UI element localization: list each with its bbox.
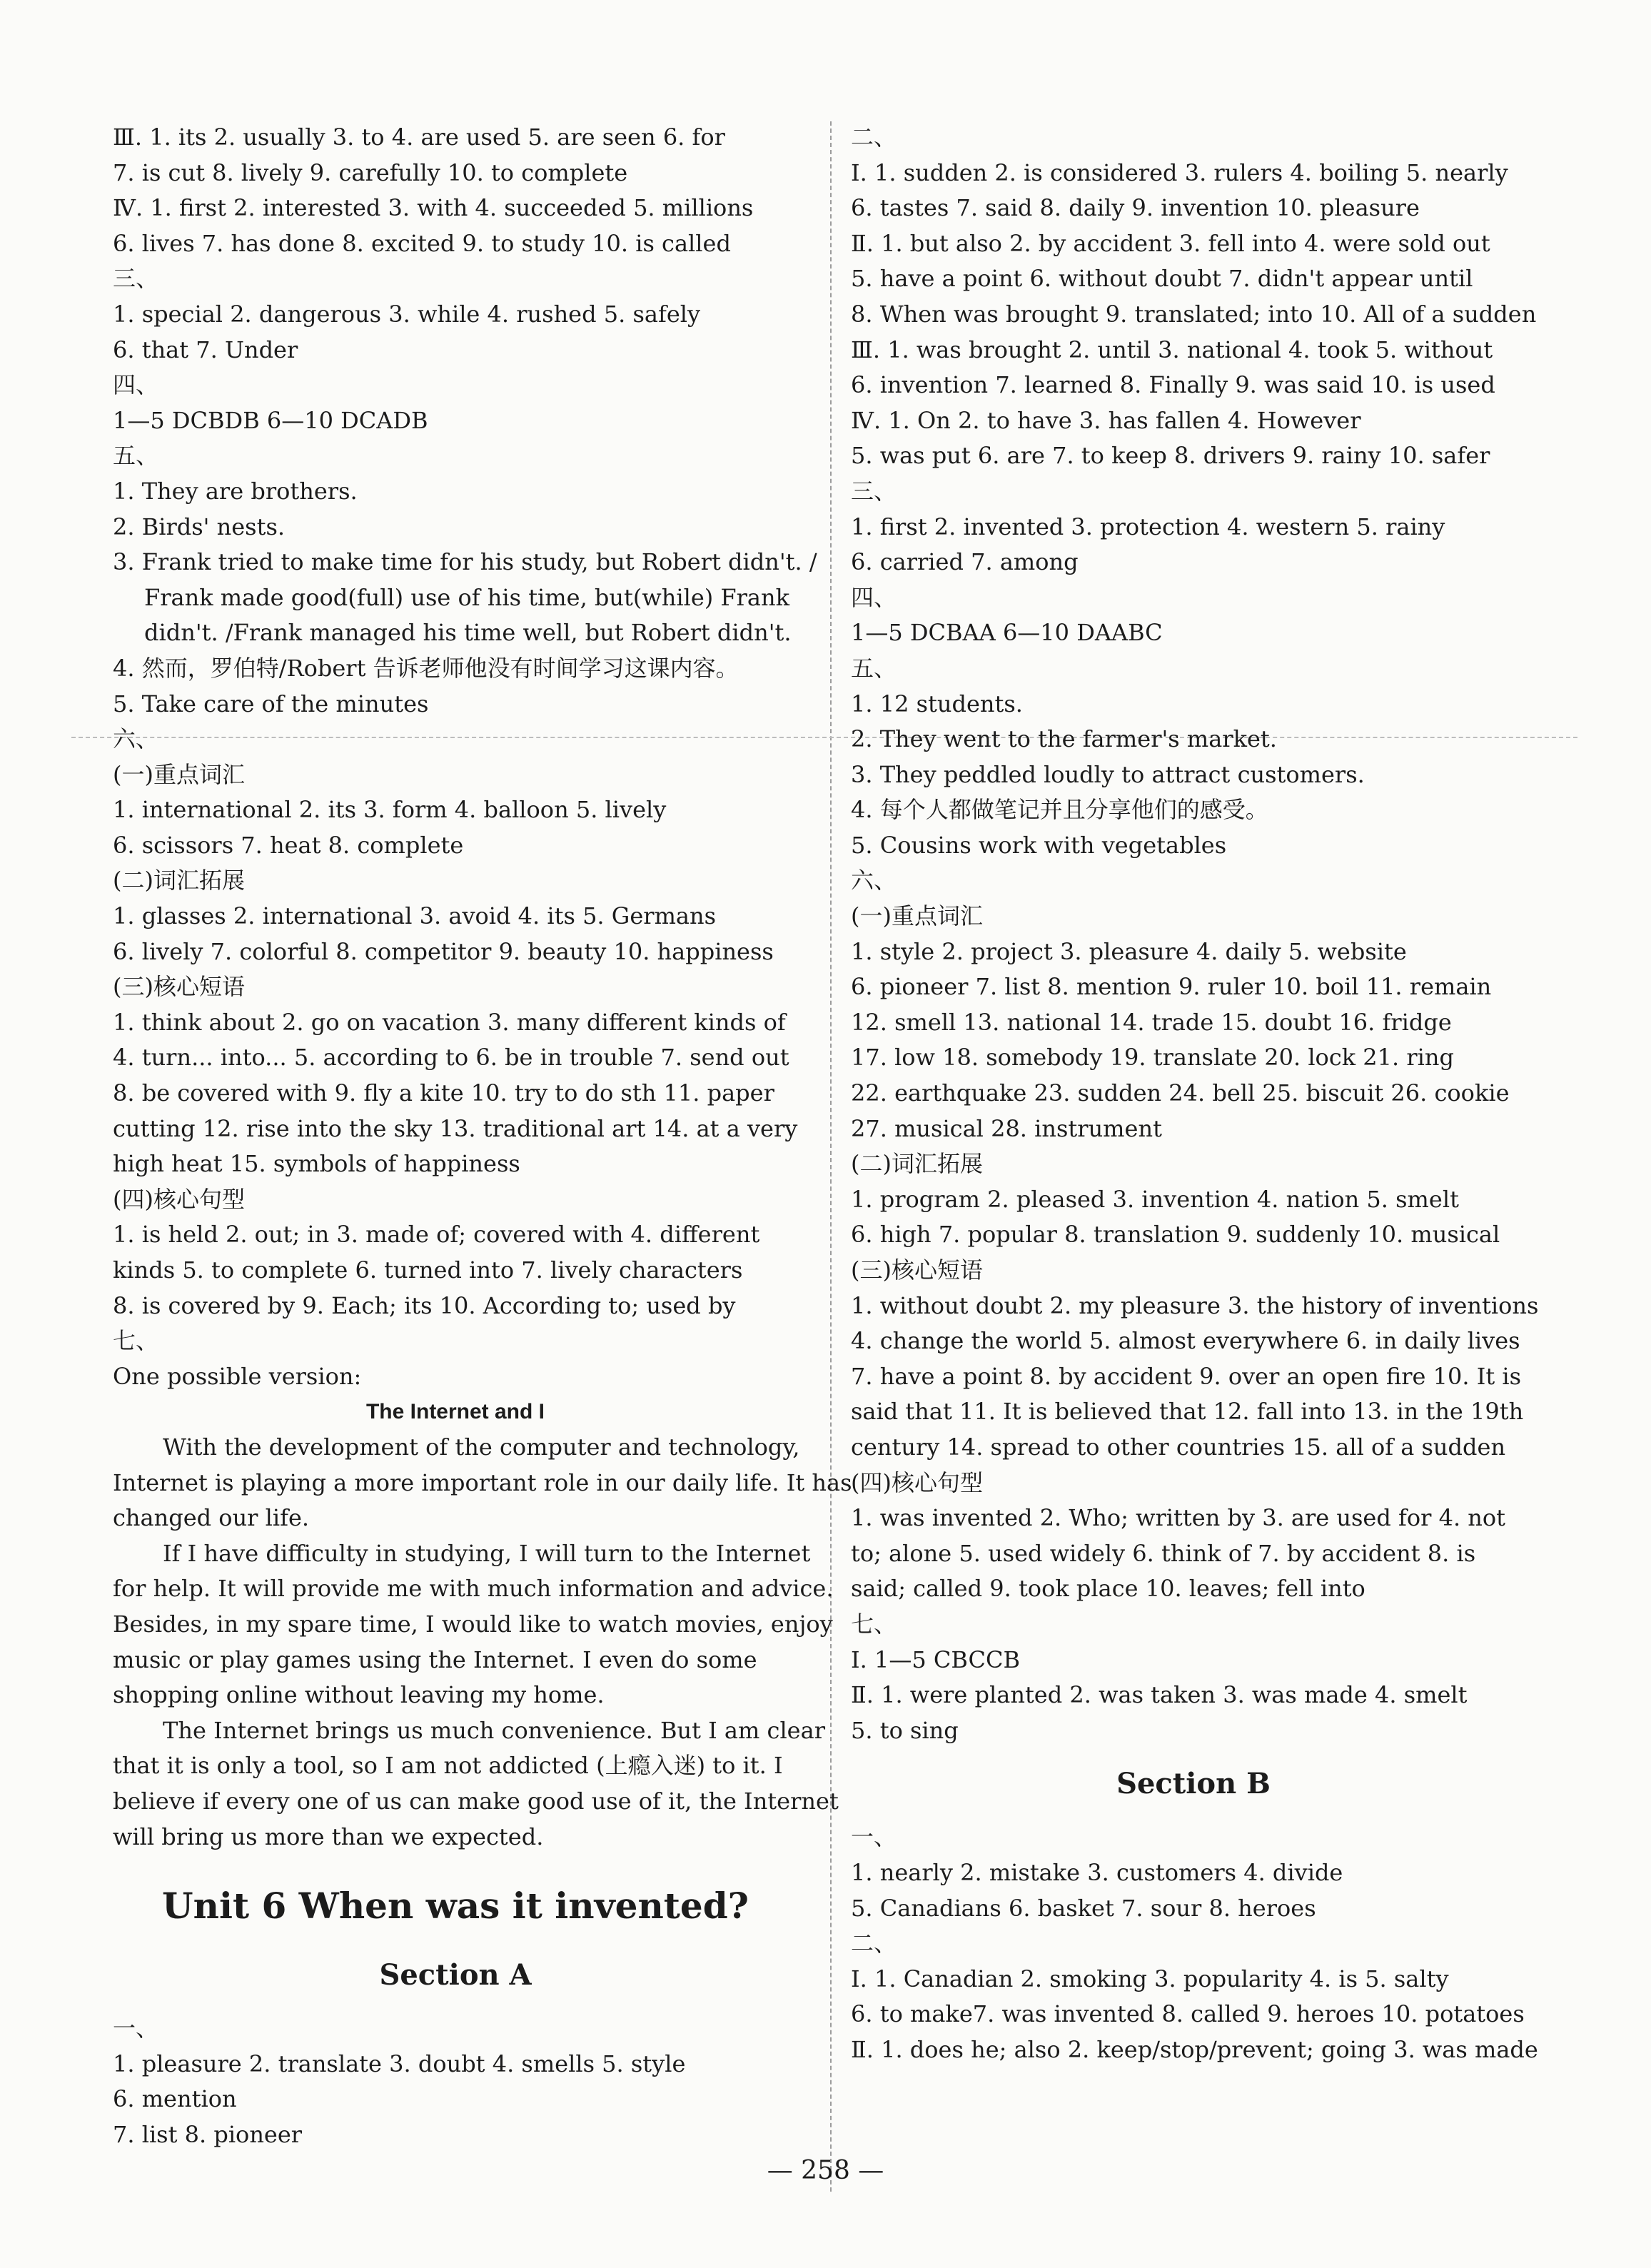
- answer-line: 一、: [851, 1823, 897, 1851]
- answer-line: 2. They went to the farmer's market.: [851, 725, 1277, 753]
- answer-line: 1. glasses 2. international 3. avoid 4. its 5. Germans: [113, 902, 717, 930]
- answer-line: 17. low 18. somebody 19. translate 20. lock 21. ring: [851, 1044, 1454, 1072]
- answer-line: 1. 12 students.: [851, 690, 1023, 717]
- answer-line: (一)重点词汇: [851, 902, 983, 930]
- answer-line: 8. is covered by 9. Each; its 10. According to; used by: [113, 1291, 736, 1319]
- answer-line: 4. 每个人都做笔记并且分享他们的感受。: [851, 796, 1268, 824]
- column-divider: [830, 121, 832, 2192]
- answer-lines-right: [851, 120, 1539, 1748]
- answer-line: 3. Frank tried to make time for his study, but Robert didn't. /: [113, 548, 817, 576]
- answer-line: 五、: [113, 442, 159, 470]
- answer-line: will bring us more than we expected.: [113, 1823, 544, 1850]
- answer-line: 3. They peddled loudly to attract customers.: [851, 760, 1365, 788]
- answer-line: 4. 然而，罗伯特/Robert 告诉老师他没有时间学习这课内容。: [113, 654, 739, 682]
- answer-line: Ⅲ. 1. was brought 2. until 3. national 4. took 5. without: [851, 336, 1493, 363]
- essay-title: The Internet and I: [365, 1400, 545, 1424]
- answer-line: 三、: [851, 477, 897, 505]
- answer-line: 三、: [113, 265, 159, 293]
- answer-line: 六、: [113, 725, 159, 753]
- answer-line: 六、: [851, 867, 897, 894]
- answer-line: Ⅳ. 1. On 2. to have 3. has fallen 4. However: [851, 406, 1361, 434]
- answer-line: high heat 15. symbols of happiness: [113, 1150, 520, 1178]
- answer-line: for help. It will provide me with much information and advice.: [113, 1575, 834, 1603]
- answer-line: 1—5 DCBAA 6—10 DAABC: [851, 619, 1163, 647]
- answer-line: (一)重点词汇: [113, 760, 245, 788]
- answer-line: 6. invention 7. learned 8. Finally 9. was said 10. is used: [851, 371, 1495, 399]
- answer-line: 一、: [113, 2015, 159, 2042]
- answer-line: shopping online without leaving my home.: [113, 1681, 605, 1709]
- answer-lines-left: [113, 120, 817, 1394]
- answer-line: 6. tastes 7. said 8. daily 9. invention 10. pleasure: [851, 194, 1420, 222]
- answer-line: 27. musical 28. instrument: [851, 1114, 1162, 1142]
- answer-line: (四)核心句型: [851, 1468, 983, 1496]
- answer-line: (三)核心短语: [851, 1256, 983, 1284]
- answer-line: said; called 9. took place 10. leaves; fell into: [851, 1575, 1365, 1603]
- answer-line: 5. to sing: [851, 1716, 959, 1744]
- answer-line: 七、: [113, 1327, 159, 1355]
- answer-line: 6. high 7. popular 8. translation 9. suddenly 10. musical: [851, 1221, 1500, 1249]
- answer-line: didn't. /Frank managed his time well, but Robert didn't.: [144, 619, 792, 647]
- answer-line: 6. scissors 7. heat 8. complete: [113, 831, 464, 859]
- essay-body: [113, 1430, 852, 1855]
- answer-line: believe if every one of us can make good use of it, the Internet: [113, 1787, 839, 1815]
- answer-line: 6. mention: [113, 2085, 237, 2113]
- answer-line: 6. lively 7. colorful 8. competitor 9. beauty 10. happiness: [113, 937, 774, 965]
- answer-line: to; alone 5. used widely 6. think of 7. by accident 8. is: [851, 1539, 1476, 1567]
- answer-line: kinds 5. to complete 6. turned into 7. lively characters: [113, 1256, 743, 1284]
- answer-line: 7. have a point 8. by accident 9. over an open fire 10. It is: [851, 1362, 1522, 1390]
- answer-line: 1. special 2. dangerous 3. while 4. rushed 5. safely: [113, 300, 701, 328]
- answer-line: 1—5 DCBDB 6—10 DCADB: [113, 406, 428, 434]
- left-column: [113, 120, 852, 2152]
- answer-line: 二、: [851, 1930, 897, 1957]
- answer-line: 8. When was brought 9. translated; into 10. All of a sudden: [851, 300, 1537, 328]
- answer-line: 4. turn... into... 5. according to 6. be in trouble 7. send out: [113, 1044, 789, 1072]
- answer-line: (二)词汇拓展: [113, 867, 245, 894]
- section-b-title: Section B: [1116, 1767, 1271, 1801]
- answer-line: 5. Cousins work with vegetables: [851, 831, 1227, 859]
- answer-line: Ⅰ. 1. sudden 2. is considered 3. rulers 4. boiling 5. nearly: [851, 158, 1508, 186]
- answer-line: Ⅰ. 1—5 CBCCB: [851, 1645, 1020, 1673]
- answer-line: Frank made good(full) use of his time, but(while) Frank: [144, 583, 789, 611]
- answer-line: that it is only a tool, so I am not addicted (上瘾入迷) to it. I: [113, 1752, 783, 1780]
- answer-line: Besides, in my spare time, I would like to watch movies, enjoy: [113, 1610, 833, 1638]
- answer-line: 1. style 2. project 3. pleasure 4. daily 5. website: [851, 937, 1407, 965]
- answer-line: 1. think about 2. go on vacation 3. many different kinds of: [113, 1008, 786, 1036]
- answer-line: Ⅱ. 1. does he; also 2. keep/stop/prevent; going 3. was made: [851, 2035, 1538, 2063]
- answer-line: 1. first 2. invented 3. protection 4. western 5. rainy: [851, 513, 1445, 540]
- answer-line: 1. was invented 2. Who; written by 3. are used for 4. not: [851, 1504, 1506, 1532]
- unit-title: Unit 6 When was it invented?: [162, 1885, 749, 1927]
- answer-line: 6. pioneer 7. list 8. mention 9. ruler 10. boil 11. remain: [851, 973, 1492, 1001]
- answer-line: 6. carried 7. among: [851, 548, 1079, 576]
- answer-line: 5. was put 6. are 7. to keep 8. drivers 9. rainy 10. safer: [851, 442, 1490, 470]
- answer-line: 1. program 2. pleased 3. invention 4. nation 5. smelt: [851, 1185, 1459, 1213]
- answer-line: 二、: [851, 124, 897, 151]
- answer-line: 7. list 8. pioneer: [113, 2120, 303, 2148]
- answer-line: 七、: [851, 1610, 897, 1638]
- answer-line: 6. to make7. was invented 8. called 9. heroes 10. potatoes: [851, 2000, 1525, 2028]
- section-a-answers: [113, 2011, 798, 2152]
- answer-line: Ⅱ. 1. were planted 2. was taken 3. was made 4. smelt: [851, 1681, 1468, 1709]
- answer-line: 1. international 2. its 3. form 4. balloon 5. lively: [113, 796, 667, 824]
- answer-line: 5. Take care of the minutes: [113, 690, 429, 717]
- answer-line: Internet is playing a more important role in our daily life. It has: [113, 1468, 852, 1496]
- answer-line: 8. be covered with 9. fly a kite 10. try to do sth 11. paper: [113, 1079, 774, 1107]
- answer-line: 6. that 7. Under: [113, 336, 298, 363]
- answer-line: 1. They are brothers.: [113, 477, 358, 505]
- answer-line: (二)词汇拓展: [851, 1150, 983, 1178]
- answer-line: 7. is cut 8. lively 9. carefully 10. to complete: [113, 158, 628, 186]
- answer-line: 1. pleasure 2. translate 3. doubt 4. smells 5. style: [113, 2050, 686, 2077]
- answer-line: 五、: [851, 654, 897, 682]
- answer-line: 4. change the world 5. almost everywhere 6. in daily lives: [851, 1327, 1520, 1355]
- right-column: [851, 120, 1539, 2067]
- answer-line: Ⅱ. 1. but also 2. by accident 3. fell into 4. were sold out: [851, 229, 1490, 257]
- answer-line: 四、: [851, 583, 897, 611]
- section-b-answers: [851, 1820, 1536, 2067]
- answer-line: cutting 12. rise into the sky 13. traditional art 14. at a very: [113, 1114, 798, 1142]
- section-a-title: Section A: [379, 1958, 532, 1992]
- answer-line: 1. is held 2. out; in 3. made of; covered with 4. different: [113, 1221, 760, 1249]
- answer-line: Ⅲ. 1. its 2. usually 3. to 4. are used 5. are seen 6. for: [113, 124, 725, 151]
- answer-line: 1. nearly 2. mistake 3. customers 4. divide: [851, 1858, 1343, 1886]
- answer-line: 四、: [113, 371, 159, 399]
- answer-line: 12. smell 13. national 14. trade 15. doubt 16. fridge: [851, 1008, 1452, 1036]
- answer-line: 6. lives 7. has done 8. excited 9. to study 10. is called: [113, 229, 731, 257]
- answer-line: Ⅳ. 1. first 2. interested 3. with 4. succeeded 5. millions: [113, 194, 754, 222]
- answer-line: 22. earthquake 23. sudden 24. bell 25. biscuit 26. cookie: [851, 1079, 1510, 1107]
- answer-line: 5. have a point 6. without doubt 7. didn't appear until: [851, 265, 1473, 293]
- answer-line: century 14. spread to other countries 15. all of a sudden: [851, 1433, 1506, 1461]
- page-number: — 258 —: [767, 2156, 884, 2185]
- answer-line: 2. Birds' nests.: [113, 513, 286, 540]
- answer-line: 1. without doubt 2. my pleasure 3. the history of inventions: [851, 1291, 1539, 1319]
- answer-line: (四)核心句型: [113, 1185, 245, 1213]
- answer-line: (三)核心短语: [113, 973, 245, 1001]
- answer-line: music or play games using the Internet. I even do some: [113, 1645, 757, 1673]
- answer-line: With the development of the computer and technology,: [163, 1433, 800, 1461]
- answer-line: 5. Canadians 6. basket 7. sour 8. heroes: [851, 1894, 1316, 1922]
- answer-line: The Internet brings us much convenience. But I am clear: [163, 1716, 825, 1744]
- answer-line: One possible version:: [113, 1362, 362, 1390]
- answer-line: changed our life.: [113, 1504, 310, 1532]
- answer-line: said that 11. It is believed that 12. fall into 13. in the 19th: [851, 1398, 1524, 1426]
- answer-line: Ⅰ. 1. Canadian 2. smoking 3. popularity 4. is 5. salty: [851, 1965, 1449, 1992]
- answer-line: If I have difficulty in studying, I will turn to the Internet: [163, 1539, 811, 1567]
